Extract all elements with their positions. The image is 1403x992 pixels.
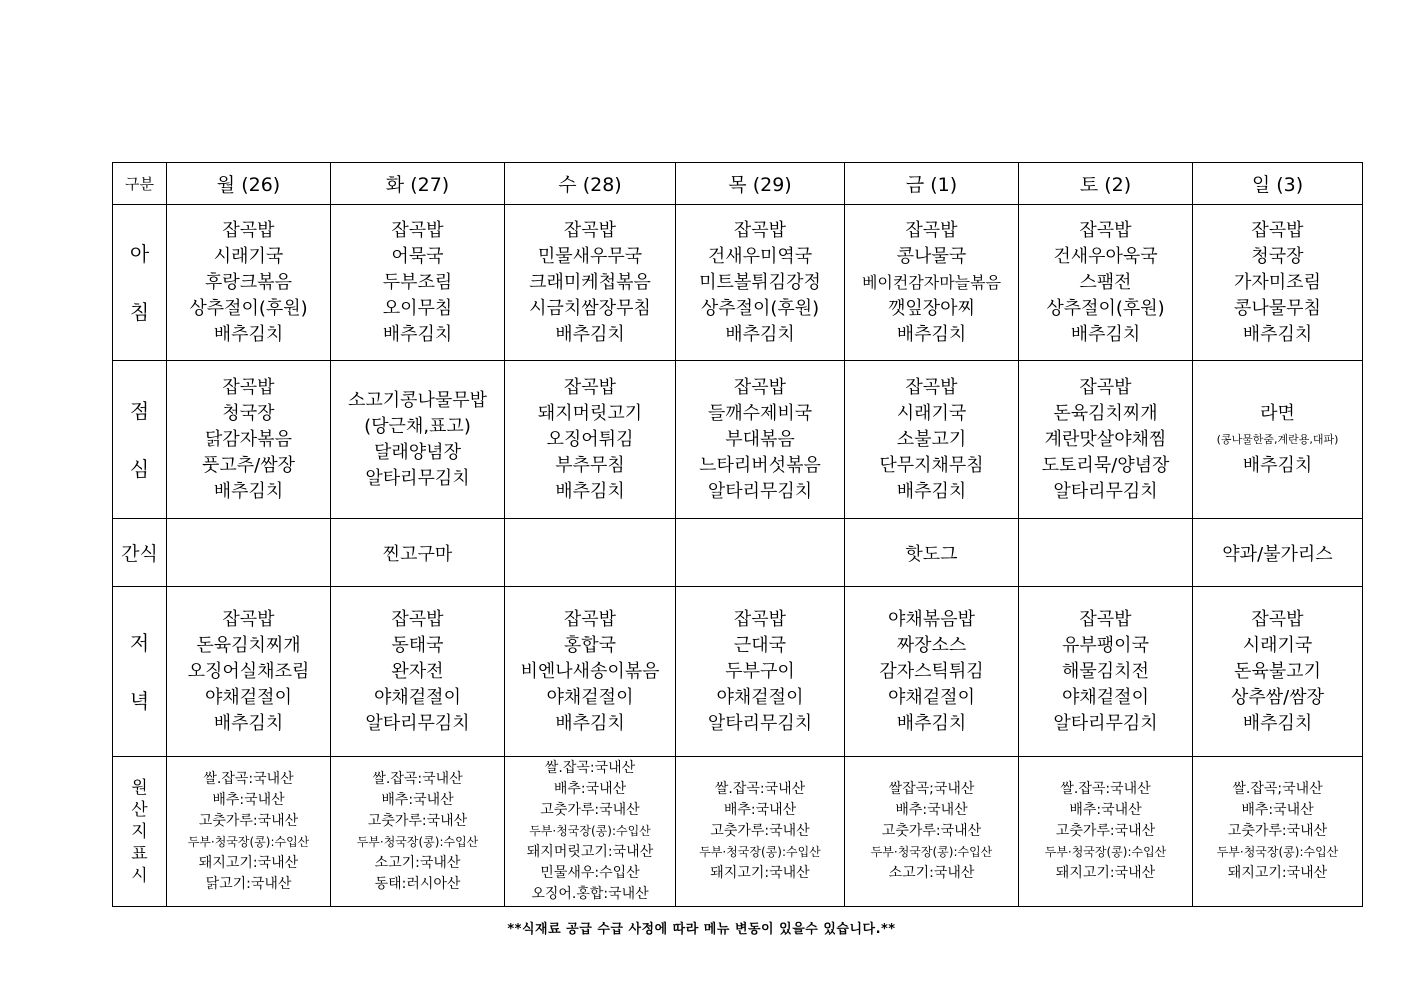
menu-cell: 라면 (콩나물한줌,계란용,대파) 배추김치 <box>1193 361 1363 519</box>
menu-cell: 잡곡밥 홍합국 비엔나새송이볶음 야채겉절이 배추김치 <box>505 587 676 757</box>
menu-cell: 잡곡밥 돈육김치찌개 계란맛살야채찜 도토리묵/양념장 알타리무김치 <box>1019 361 1193 519</box>
day-header-sat: 토 (2) <box>1019 163 1193 205</box>
origin-cell: 쌀.잡곡:국내산 배추:국내산 고춧가루:국내산 두부·청국장(콩):수입산 돼지고기:국내산 <box>676 757 845 907</box>
snack-cell: 약과/불가리스 <box>1193 519 1363 587</box>
origin-cell: 쌀.잡곡:국내산 배추:국내산 고춧가루:국내산 두부·청국장(콩):수입산 돼지고기:국내산 닭고기:국내산 <box>167 757 331 907</box>
snack-label: 간식 <box>113 519 167 587</box>
menu-cell: 잡곡밥 청국장 닭감자볶음 풋고추/쌈장 배추김치 <box>167 361 331 519</box>
footer-note: **식재료 공급 수급 사정에 따라 메뉴 변동이 있을수 있습니다.** <box>507 922 896 937</box>
origin-cell: 쌀.잡곡:국내산 배추:국내산 고춧가루:국내산 두부·청국장(콩):수입산 소고기:국내산 동태:러시아산 <box>331 757 505 907</box>
day-header-fri: 금 (1) <box>845 163 1019 205</box>
origin-cell: 쌀잡곡;국내산 배추:국내산 고춧가루:국내산 두부·청국장(콩):수입산 소고기:국내산 <box>845 757 1019 907</box>
menu-cell: 잡곡밥 돈육김치찌개 오징어실채조림 야채겉절이 배추김치 <box>167 587 331 757</box>
menu-cell: 잡곡밥 시래기국 돈육불고기 상추쌈/쌈장 배추김치 <box>1193 587 1363 757</box>
day-header-thu: 목 (29) <box>676 163 845 205</box>
day-header-mon: 월 (26) <box>167 163 331 205</box>
menu-cell: 잡곡밥 건새우아욱국 스팸전 상추절이(후원) 배추김치 <box>1019 205 1193 361</box>
breakfast-label: 아 침 <box>113 205 167 361</box>
origin-cell: 쌀.잡곡;국내산 배추:국내산 고춧가루:국내산 두부·청국장(콩):수입산 돼지고기:국내산 <box>1193 757 1363 907</box>
weekly-menu-table <box>112 162 1363 907</box>
snack-row <box>113 519 1363 587</box>
menu-cell: 잡곡밥 근대국 두부구이 야채겉절이 알타리무김치 <box>676 587 845 757</box>
menu-cell: 잡곡밥 어묵국 두부조림 오이무침 배추김치 <box>331 205 505 361</box>
header-row <box>113 163 1363 205</box>
menu-cell: 잡곡밥 들깨수제비국 부대볶음 느타리버섯볶음 알타리무김치 <box>676 361 845 519</box>
dinner-row <box>113 587 1363 757</box>
lunch-label: 점 심 <box>113 361 167 519</box>
origin-label: 원 산 지 표 시 <box>113 757 167 907</box>
lunch-row <box>113 361 1363 519</box>
breakfast-row <box>113 205 1363 361</box>
day-header-wed: 수 (28) <box>505 163 676 205</box>
header-label: 구분 <box>113 163 167 205</box>
snack-cell <box>505 519 676 587</box>
menu-cell: 잡곡밥 돼지머릿고기 오징어튀김 부추무침 배추김치 <box>505 361 676 519</box>
menu-cell: 잡곡밥 시래기국 소불고기 단무지채무침 배추김치 <box>845 361 1019 519</box>
day-header-sun: 일 (3) <box>1193 163 1363 205</box>
menu-cell: 잡곡밥 청국장 가자미조림 콩나물무침 배추김치 <box>1193 205 1363 361</box>
snack-cell: 핫도그 <box>845 519 1019 587</box>
menu-cell: 잡곡밥 콩나물국 베이컨감자마늘볶음 깻잎장아찌 배추김치 <box>845 205 1019 361</box>
snack-cell <box>1019 519 1193 587</box>
menu-cell: 소고기콩나물무밥 (당근채,표고) 달래양념장 알타리무김치 <box>331 361 505 519</box>
menu-cell: 잡곡밥 유부팽이국 해물김치전 야채겉절이 알타리무김치 <box>1019 587 1193 757</box>
menu-cell: 잡곡밥 민물새우무국 크래미케첩볶음 시금치쌈장무침 배추김치 <box>505 205 676 361</box>
snack-cell <box>167 519 331 587</box>
origin-row <box>113 757 1363 907</box>
snack-cell: 찐고구마 <box>331 519 505 587</box>
menu-cell: 잡곡밥 동태국 완자전 야채겉절이 알타리무김치 <box>331 587 505 757</box>
menu-cell: 잡곡밥 시래기국 후랑크볶음 상추절이(후원) 배추김치 <box>167 205 331 361</box>
snack-cell <box>676 519 845 587</box>
day-header-tue: 화 (27) <box>331 163 505 205</box>
menu-cell: 잡곡밥 건새우미역국 미트볼튀김강정 상추절이(후원) 배추김치 <box>676 205 845 361</box>
menu-cell: 야채볶음밥 짜장소스 감자스틱튀김 야채겉절이 배추김치 <box>845 587 1019 757</box>
dinner-label: 저 녁 <box>113 587 167 757</box>
origin-cell: 쌀.잡곡:국내산 배추:국내산 고춧가루:국내산 두부·청국장(콩):수입산 돼지머릿고기:국내산 민물새우:수입산 오징어.홍합:국내산 <box>505 757 676 907</box>
origin-cell: 쌀.잡곡:국내산 배추:국내산 고춧가루:국내산 두부·청국장(콩):수입산 돼지고기:국내산 <box>1019 757 1193 907</box>
